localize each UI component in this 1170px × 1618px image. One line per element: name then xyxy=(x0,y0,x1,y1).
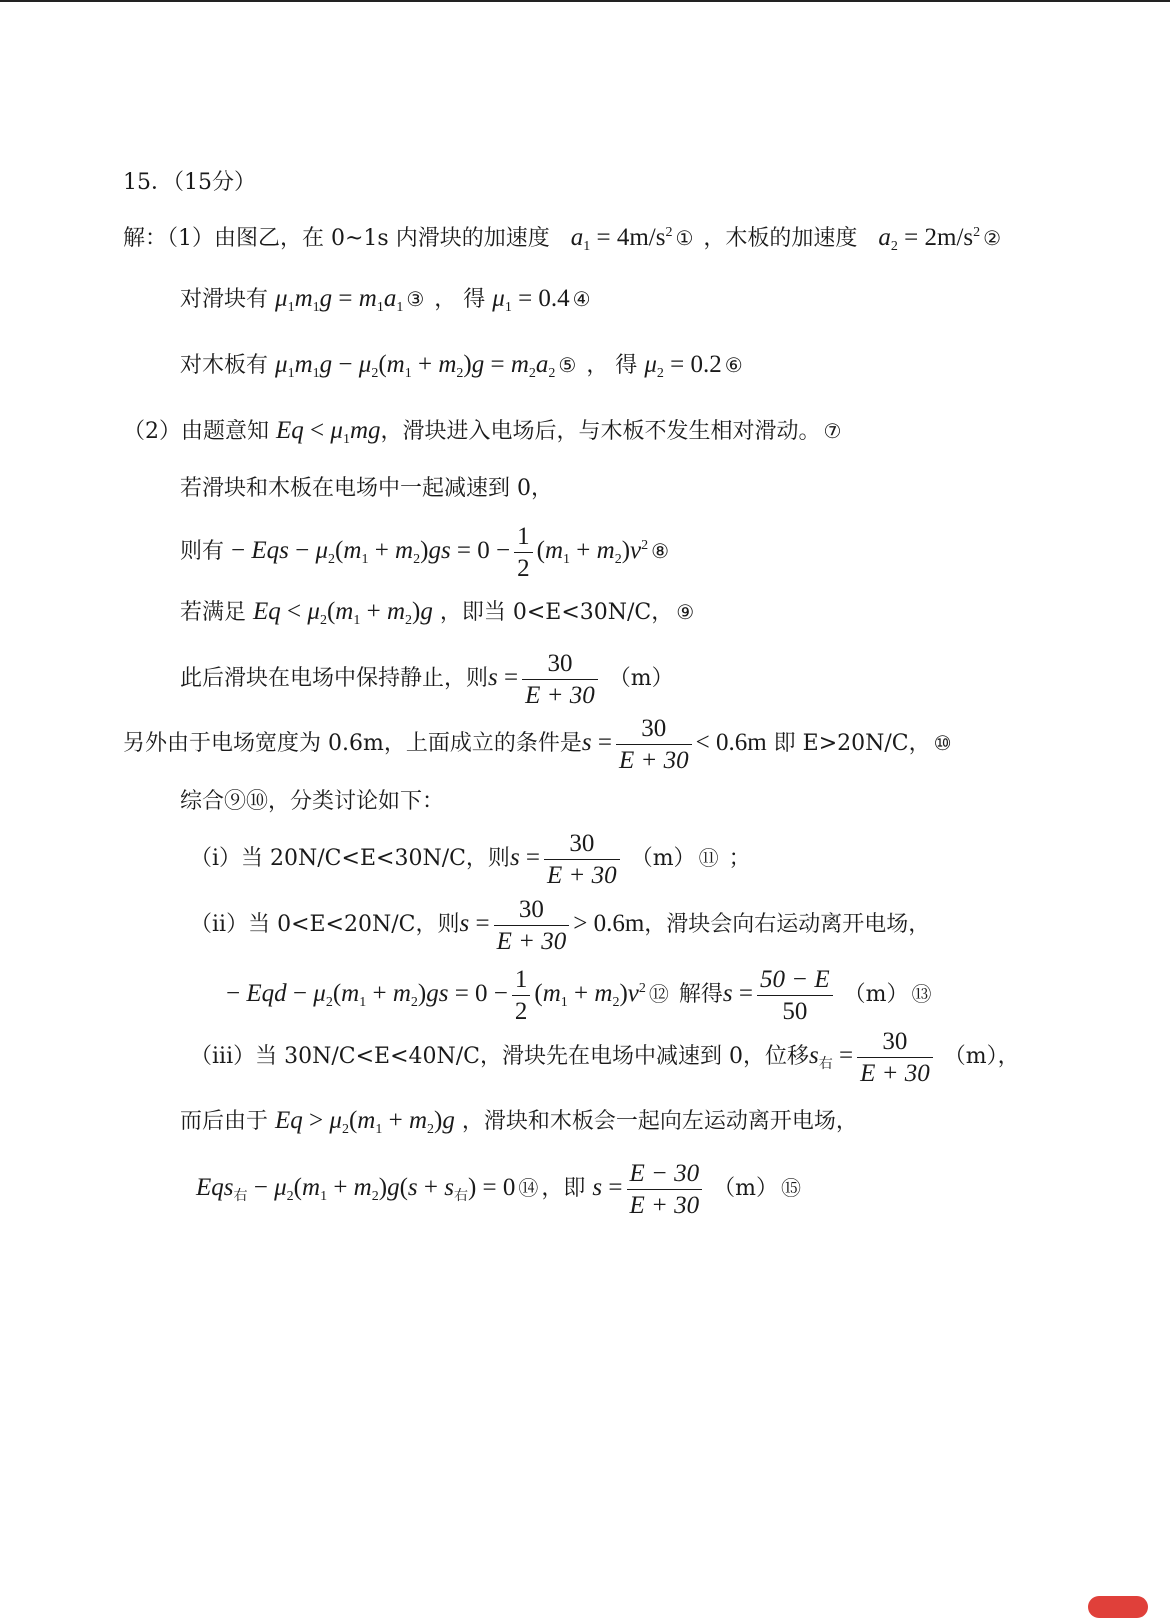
energy-equation: − Eqs − $\mu_2(m_1 + m_2)gs = 0$ − xyxy=(231,537,511,567)
width-tail: 即 E>20N/C， xyxy=(773,731,931,756)
case-ii-unit: （m） xyxy=(843,982,909,1007)
slider-lead: 对滑块有 xyxy=(180,287,269,312)
problem-title: 15．（15分） xyxy=(123,170,256,195)
part1-lead: 解：（1）由图乙，在 0~1s 内滑块的加速度 xyxy=(123,226,550,251)
condition-line xyxy=(180,597,697,636)
static-unit: （m） xyxy=(608,666,674,691)
part2-line xyxy=(123,416,844,455)
energy-equation-line xyxy=(180,516,672,590)
left-motion-tail: ，滑块和木板会一起向左运动离开电场， xyxy=(461,1109,858,1134)
case-iii-unit: （m）， xyxy=(943,1044,1020,1069)
case-i-line: （i）当 20N/C<E<30N/C，则s = $\frac{30}{E + 30}$ （m） ⑪ ； xyxy=(190,829,751,889)
marker-13: ⑬ xyxy=(911,982,932,1006)
part2-inequality: $Eq < \mu_1mg$ xyxy=(276,417,381,447)
part2-text: ，滑块进入电场后，与木板不发生相对滑动。 xyxy=(380,419,821,444)
case-ii-fraction: $\frac{30}{E + 30}$ xyxy=(494,894,570,957)
case-ii-tail: ，滑块会向右运动离开电场， xyxy=(644,912,931,937)
page-top-border xyxy=(0,0,1170,2)
static-line: 此后滑块在电场中保持静止，则s = $\frac{30}{E + 30}$ （m） xyxy=(180,649,674,709)
floating-action-button[interactable] xyxy=(1088,1596,1148,1618)
mu2-result: $\mu_2 = 0.2$ xyxy=(644,351,722,381)
final-mid: ，即 xyxy=(541,1176,586,1201)
left-motion-lead: 而后由于 xyxy=(180,1109,269,1134)
condition-lead: 若满足 xyxy=(180,600,247,625)
marker-14: ⑭ xyxy=(518,1176,539,1200)
condition-text: ，即当 0<E<30N/C， xyxy=(439,600,674,625)
case-ii-half: $\frac{1}{2}$ xyxy=(512,964,531,1027)
case-ii-result-fraction: $\frac{50 - E}{50}$ xyxy=(757,964,833,1027)
width-fraction: $\frac{30}{E + 30}$ xyxy=(616,713,692,776)
board-equation-line xyxy=(180,350,746,389)
left-motion-line xyxy=(180,1106,858,1145)
case-i-tail: ； xyxy=(728,846,751,871)
case-i-lead: （i）当 20N/C<E<30N/C，则 xyxy=(190,846,510,871)
case-ii-lead: （ii）当 0<E<20N/C，则 xyxy=(190,912,460,937)
mu1-result: $\mu_1 = 0.4$ xyxy=(492,285,570,315)
marker-5: ⑤ xyxy=(558,353,577,377)
case-i-unit: （m） xyxy=(630,846,696,871)
width-condition-line: 另外由于电场宽度为 0.6m，上面成立的条件是s = $\frac{30}{E + 30}$ < 0.6m 即 E>20N/C， ⑩ xyxy=(123,714,952,774)
slider-equation: $\mu_1m_1g = m_1a_1$ xyxy=(275,285,404,315)
summary-line: 综合⑨⑩，分类讨论如下： xyxy=(180,789,445,814)
marker-15: ⑮ xyxy=(781,1176,802,1200)
marker-10: ⑩ xyxy=(933,731,952,755)
energy-lead: 则有 xyxy=(180,539,225,564)
energy-equation-tail: $(m_1 + m_2)v^2$ xyxy=(536,537,649,567)
condition-inequality: $Eq < \mu_2(m_1 + m_2)g$ xyxy=(253,598,433,628)
final-equation: $Eqs_右 - \mu_2(m_1 + m_2)g(s + s_右) = 0$ xyxy=(196,1174,516,1204)
board-sep: ， 得 xyxy=(586,353,638,378)
case-ii-solve: 解得 xyxy=(678,982,723,1007)
marker-12: ⑫ xyxy=(648,982,669,1006)
marker-8: ⑧ xyxy=(651,539,670,563)
part1-mid: ，木板的加速度 xyxy=(703,226,858,251)
final-fraction: $\frac{E - 30}{E + 30}$ xyxy=(627,1158,703,1221)
marker-9: ⑨ xyxy=(676,600,695,624)
left-motion-inequality: $Eq > \mu_2(m_1 + m_2)g$ xyxy=(275,1107,455,1137)
half-fraction: $\frac{1}{2}$ xyxy=(514,521,533,584)
s-fraction: $\frac{30}{E + 30}$ xyxy=(522,648,598,711)
final-unit: （m） xyxy=(713,1176,779,1201)
marker-7: ⑦ xyxy=(823,419,842,443)
marker-4: ④ xyxy=(572,287,591,311)
case-iii-lead: （iii）当 30N/C<E<40N/C，滑块先在电场中减速到 0，位移 xyxy=(190,1044,809,1069)
a1-equation: $a_1 = 4m/s^2$ xyxy=(570,224,673,254)
width-lead: 另外由于电场宽度为 0.6m，上面成立的条件是 xyxy=(123,731,582,756)
marker-6: ⑥ xyxy=(724,353,743,377)
part2-lead: （2）由题意知 xyxy=(123,419,269,444)
slider-sep: ， 得 xyxy=(434,287,486,312)
case-ii-equation: − Eqd − $\mu_2(m_1 + m_2)gs = 0$ − xyxy=(226,980,508,1010)
marker-2: ② xyxy=(983,226,1002,250)
case-iii-line: （iii）当 30N/C<E<40N/C，滑块先在电场中减速到 0，位移$s_右$ = $\frac{30}{E + 30}$ （m）， xyxy=(190,1027,1020,1087)
solution-part1-line xyxy=(123,218,1004,262)
final-equation-line: $Eqs_右 - \mu_2(m_1 + m_2)g(s + s_右) = 0$ ⑭ ，即 s = $\frac{E - 30}{E + 30}$ （m） ⑮ xyxy=(196,1159,802,1219)
case-ii-equation-line: − Eqd − $\mu_2(m_1 + m_2)gs = 0$ − $\frac{1}{2}$ $(m_1 + m_2)v^2$ ⑫ 解得s = $\frac{50 - E}{50}$ （m） ⑬ xyxy=(226,965,932,1025)
case-ii-line: （ii）当 0<E<20N/C，则s = $\frac{30}{E + 30}$ > 0.6m，滑块会向右运动离开电场， xyxy=(190,895,931,955)
board-equation: $\mu_1m_1g - \mu_2(m_1 + m_2)g = m_2a_2$ xyxy=(275,351,556,381)
static-lead: 此后滑块在电场中保持静止，则 xyxy=(180,666,489,691)
a2-equation: $a_2 = 2m/s^2$ xyxy=(878,224,981,254)
board-lead: 对木板有 xyxy=(180,353,269,378)
slider-equation-line xyxy=(180,284,594,323)
case-i-fraction: $\frac{30}{E + 30}$ xyxy=(544,828,620,891)
marker-3: ③ xyxy=(406,287,425,311)
assumption-line: 若滑块和木板在电场中一起减速到 0， xyxy=(180,476,553,501)
marker-1: ① xyxy=(675,226,694,250)
marker-11: ⑪ xyxy=(698,846,719,870)
case-iii-fraction: $\frac{30}{E + 30}$ xyxy=(857,1026,933,1089)
